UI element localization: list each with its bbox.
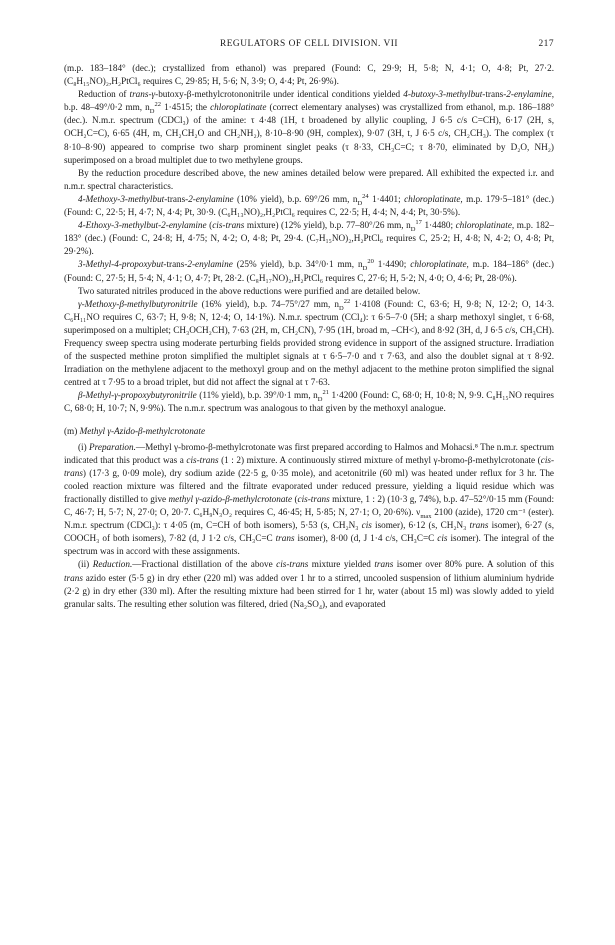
italic-run: cis <box>361 520 372 531</box>
text-run: isomer). The integral of the spectrum was in accord with these assignments. <box>64 533 554 557</box>
italic-run: -2-enylamine <box>185 193 234 204</box>
paragraph <box>64 389 554 415</box>
italic-run: chloroplatinate, <box>455 220 515 231</box>
italic-run: -2-enylamine, <box>503 89 554 100</box>
italic-run: chloroplatinate <box>210 102 267 113</box>
italic-run: 4-Methoxy-3-methylbut- <box>78 193 168 204</box>
text-run: m.p. 184–186° (dec.) (Found: C, 27·5; H, 5·4; N, 4·1; O, 4·7; Pt, 28·2. (C₈H₁₇NO)₂,H₂PtCl₆ requires C, 27·6; H, 5·2; N, 4·0; O, 4·6; Pt, 28·0%). <box>64 259 554 283</box>
paragraph <box>64 258 554 284</box>
italic-run: cis-trans <box>186 454 219 465</box>
text-run: (1 : 2) mixture. A continuously stirred mixture of methyl γ-bromo-β-methylcrotonate ( <box>218 454 541 465</box>
text-run: 21 <box>322 389 329 397</box>
italic-run: cis-trans <box>297 494 330 504</box>
italic-run: chloroplatinate, <box>404 193 463 204</box>
text-run: isomer), 8·00 (d, J 1·4 c/s, CH₃C=C <box>294 533 438 544</box>
text-run: 22 <box>343 297 351 305</box>
text-run: b.p. 48–49°/0·2 mm, n <box>64 102 150 113</box>
paragraph <box>64 441 554 559</box>
italic-run: trans <box>64 572 83 583</box>
text-run: D <box>339 304 344 312</box>
text-run: (ii) <box>78 559 93 570</box>
text-run: —Methyl γ-bromo-β-methylcrotonate was first prepared according to Halmos and Mohacsi.⁸ The n.m.r. spectrum indicated that this product was a <box>64 441 554 465</box>
running-title: REGULATORS OF CELL DIVISION. VII <box>219 39 399 49</box>
italic-run: cis <box>437 533 448 544</box>
text-run: 2100 (azide), 1720 cm⁻¹ (ester). N.m.r. spectrum (CDCl₃): τ 4·05 (m, C=CH of both isomers), 5·53 (s, CH₂N₃ <box>64 507 554 531</box>
text-run: Two saturated nitriles produced in the above reductions were purified and are detailed below. <box>78 285 421 296</box>
paragraph <box>64 219 554 258</box>
text-run: (16% yield), b.p. 74–75°/27 mm, n <box>197 298 340 309</box>
paragraph <box>64 167 554 193</box>
text-run: ) (17·3 g, 0·09 mole), dry sodium azide (22·5 g, 0·35 mole), and acetonitrile (60 ml) was heated under reflux for 3 hr. The cooled reaction mixture was filtered and the filtrate evaporated under reduced pressure, yielding a liquid residue which was fractionally distilled to give <box>64 467 554 504</box>
text-run: 20 <box>367 258 374 266</box>
text-run: 1·4401; <box>368 193 405 204</box>
text-run: ( <box>292 494 298 504</box>
text-run: 22 <box>154 101 161 109</box>
paragraph <box>64 88 554 167</box>
text-run: 1·4515; the <box>160 102 211 113</box>
italic-run: Reduction. <box>92 559 133 570</box>
article-body <box>64 62 554 611</box>
text-run: 1·4480; <box>421 220 456 231</box>
italic-run: trans <box>374 559 394 570</box>
page-number: 217 <box>538 39 554 49</box>
italic-run: γ-Methoxy-β-methylbutyronitrile <box>78 298 198 309</box>
text-run: By the reduction procedure described above, the new amines detailed below were prepared. All exhibited the expected i.r. and n.m.r. spectral characteristics. <box>64 167 554 191</box>
section-heading <box>64 425 554 438</box>
paragraph <box>64 298 554 390</box>
text-run: D <box>410 225 416 233</box>
text-run: m.p. 179·5–181° (dec.) (Found: C, 22·5; H, 4·7; N, 4·4; Pt, 30·9. (C₆H₁₃NO)₂,H₂PtCl₆ requires C, 22·5; H, 4·4; N, 4·4; Pt, 30·5%). <box>64 193 554 218</box>
italic-run: 4-Ethoxy-3-methylbut-2-enylamine <box>78 220 207 231</box>
paragraph <box>64 193 554 219</box>
text-run: isomer), 6·27 (s, COOCH₃ of both isomers), 7·82 (d, J 1·2 c/s, CH₃C=C <box>64 520 554 544</box>
text-run: (25% yield), b.p. 34°/0·1 mm, n <box>232 259 363 270</box>
text-run: (m) <box>64 425 80 436</box>
italic-run: chloroplatinate, <box>410 259 469 270</box>
text-run: 1·4490; <box>373 259 411 270</box>
text-run: azido ester (5·5 g) in dry ether (220 ml) was added over 1 hr to a stirred, uncooled suspension of lithium aluminium hydride (2·2 g) in dry ether (330 ml). After the resulting mixture had been stirred for 1 hr, water (about 15 ml) was slowly added to yield granular salts. The resulting ether solution was filtered, dried (Na₂SO₄), and evaporated <box>64 572 554 609</box>
italic-run: β-Methyl-γ-propoxybutyronitrile <box>78 390 197 401</box>
text-run: (10% yield), b.p. 69°/26 mm, n <box>233 193 358 204</box>
paragraph <box>64 558 554 610</box>
text-run: D <box>362 265 368 273</box>
text-run: trans <box>167 193 186 204</box>
text-run: 1·4200 (Found: C, 68·0; H, 10·8; N, 9·9. C₈H₁₅NO requires C, 68·0; H, 10·7; N, 9·9%). The n.m.r. spectrum was analogous to that given by the methoxyl analogue. <box>64 390 554 414</box>
italic-run: trans-γ- <box>129 89 159 100</box>
text-run: D <box>149 108 155 116</box>
text-run: isomer), 6·12 (s, CH₂N₃ <box>371 520 470 531</box>
text-run: mixture yielded <box>308 559 375 570</box>
italic-run: 4-butoxy-3-methylbut- <box>403 89 486 100</box>
journal-page <box>64 38 554 611</box>
text-run: mixture) (12% yield), b.p. 77–80°/26 mm, n <box>244 220 411 231</box>
text-run: ( <box>206 220 213 231</box>
text-run: max <box>420 512 432 520</box>
italic-run: cis-trans <box>64 454 555 478</box>
italic-run: cis-trans <box>276 559 309 570</box>
text-run: 1·4108 (Found: C, 63·6; H, 9·8; N, 12·2; O, 14·3. C₆H₁₁NO requires C, 63·7; H, 9·8; N, 12·4; O, 14·1%). N.m.r. spectrum (CCl₄): τ 6·5–7·0 (5H; a sharp methoxyl singlet, τ 6·68, superimposed on a multiplet; CH₃OCH₂CH), 7·63 (2H, m, CH₂CN), 7·95 (1H, broad m, –CH<), and 8·92 (3H, d, J 6·5 c/s, CH₃CH). Frequency sweep spectra using moderate perturbing fields provided strong evidence in support of the assigned structure. Irradiation of the suspected methine proton simplified the multiplet signals at τ 6·5–7·0 and τ 7·63, and also the doublet signal at τ 8·92. Irradiation on the methylene adjacent to the methoxyl group and on the methyl adjacent to the methine proton simplified the signal centred at τ 7·95 to a broad triplet, but did not affect the signal at τ 7·63. <box>64 298 554 388</box>
running-header <box>64 38 554 52</box>
text-run: (11% yield), b.p. 39°/0·1 mm, n <box>196 390 318 401</box>
text-run: mixture, 1 : 2) (10·3 g, 74%), b.p. 47–52°/0·15 mm (Found: C, 46·7; H, 5·7; N, 27·0; O, 20·7. C₆H₉N₃O₂ requires C, 46·45; H, 5·85; N, 27·1; O, 20·6%). ν <box>64 494 554 518</box>
text-run: 24 <box>362 192 369 200</box>
text-run: D <box>357 199 363 207</box>
text-run: D <box>317 396 323 404</box>
italic-run: 3-Methyl-4-propoxybut- <box>78 259 167 270</box>
text-run: butoxy-β-methylcrotononitrile under identical conditions yielded <box>158 89 404 100</box>
italic-run: trans <box>469 520 489 531</box>
text-run: —Fractional distillation of the above <box>132 559 277 570</box>
text-run: Reduction of <box>78 89 130 100</box>
italic-run: Preparation. <box>89 441 136 452</box>
italic-run: cis-trans <box>212 220 245 231</box>
italic-run: Methyl γ-Azido-β-methylcrotonate <box>79 425 206 436</box>
text-run: trans <box>485 89 504 100</box>
text-run: isomer over 80% pure. A solution of this <box>393 559 555 570</box>
text-run: (i) <box>78 441 90 452</box>
text-run: 17 <box>415 219 422 227</box>
italic-run: methyl γ-azido-β-methylcrotonate <box>168 494 293 504</box>
paragraph <box>64 62 554 88</box>
text-run: trans <box>166 259 185 270</box>
text-run: (correct elementary analyses) was crystallized from ethanol, m.p. 186–188° (dec.). N.m.r. spectrum (CDCl₃) of the amine: τ 4·48 (1H, t broadened by allylic coupling, J 6·5 c/s C=CH), 6·17 (2H, s, OCH₂C=C), 6·65 (4H, m, CH₂CH₂O and CH₂NH₂), 8·10–8·90 (9H, complex), 9·07 (3H, t, J 6·5 c/s, CH₂CH₃). The complex (τ 8·10–8·90) appeared to comprise two sharp prominent singlet peaks (τ 8·33, CH₃C=C; τ 8·70, eliminated by D₂O, NH₂) superimposed on a broad multiplet due to two methylene groups. <box>64 102 554 165</box>
text-run: (m.p. 183–184° (dec.); crystallized from ethanol) was prepared (Found: C, 29·9; H, 5·8; N, 4·1; O, 4·8; Pt, 27·2. (C₈H₁₅NO)₂,H₂PtCl₆ requires C, 29·85; H, 5·6; N, 3·9; O, 4·4; Pt, 26·9%). <box>64 63 554 87</box>
italic-run: trans <box>275 533 295 544</box>
italic-run: -2-enylamine <box>184 259 233 270</box>
paragraph <box>64 285 554 298</box>
text-run: m.p. 182–183° (dec.) (Found: C, 24·8; H, 4·75; N, 4·2; O, 4·8; Pt, 29·4. (C₇H₁₅NO)₂,H₂PtCl₆ requires C, 25·2; H, 4·8; N, 4·2; O, 4·8; Pt, 29·2%). <box>64 220 554 257</box>
